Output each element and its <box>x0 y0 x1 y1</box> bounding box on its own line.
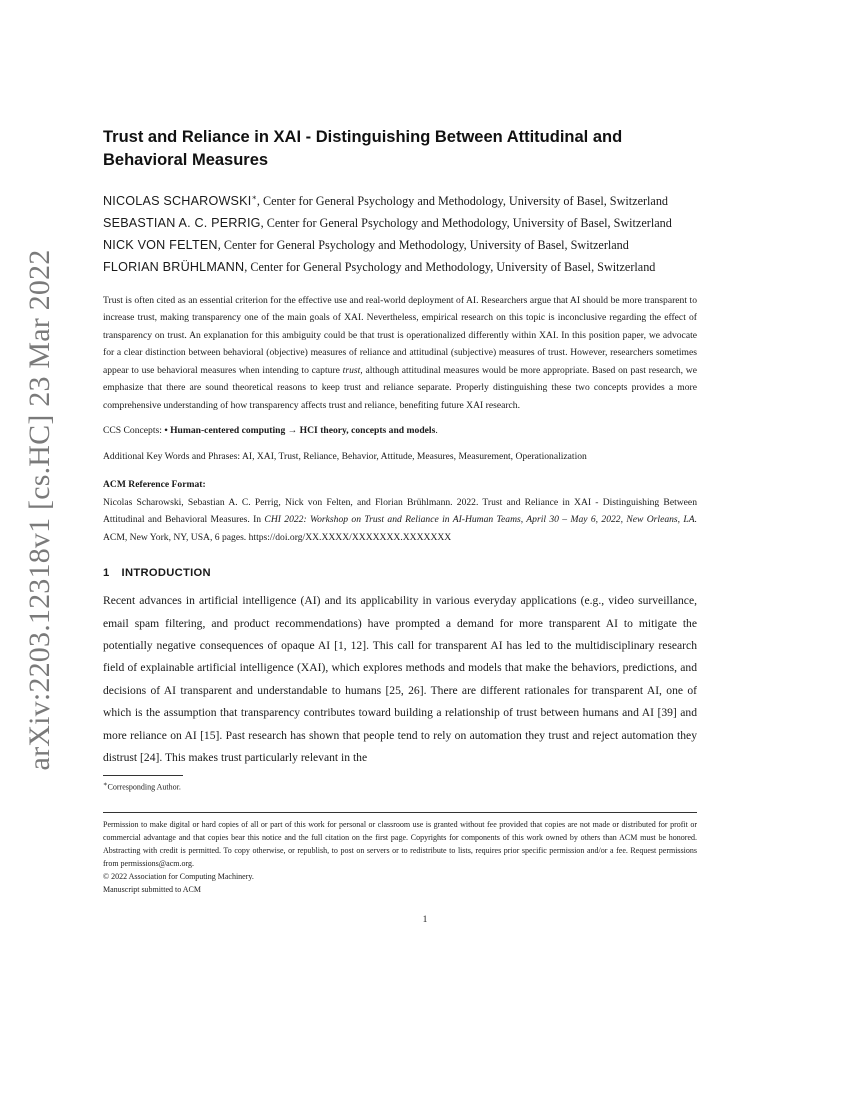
section-number: 1 <box>103 567 110 580</box>
section-title: INTRODUCTION <box>121 567 211 580</box>
permission-notice: Permission to make digital or hard copies of all or part of this work for personal or classroom use is granted without fee provided that copies are not made or distributed for profit or commercial advantage and that copies bear this notice and the full citation on the first page. Copyrights for components of this work owned by others than ACM must be honored. Abstracting with credit is permitted. To copy otherwise, or republish, to post on servers or to redistribute to lists, requires prior specific permission and/or a fee. Request permissions from permissions@acm.org. <box>103 820 697 869</box>
page-content <box>103 126 697 896</box>
footnote-text: Corresponding Author. <box>107 783 181 793</box>
author-affiliation: , Center for General Psychology and Methodology, University of Basel, Switzerland <box>260 216 672 231</box>
author-line <box>103 256 697 278</box>
author-line <box>103 212 697 234</box>
introduction-paragraph: Recent advances in artificial intelligence (AI) and its applicability in various everyday applications (e.g., video surveillance, email spam filtering, and product recommendations) have prompted a demand for more transparent AI to mitigate the potentially negative consequences of opaque AI [1, 12]. This call for transparent AI has led to the multidisciplinary research field of explainable artificial intelligence (XAI), which explores methods and models that make the behaviors, predictions, and decisions of AI transparent and understandable to humans [25, 26]. There are different rationales for transparent AI, one of which is the assumption that transparency contributes toward building a relationship of trust between humans and AI [39] and more reliance on AI [15]. Past research has shown that people tend to rely on automation they trust and reject automation they distrust [24]. This makes trust particularly relevant in the <box>103 594 697 764</box>
ccs-value: • Human-centered computing → HCI theory, concepts and models <box>164 424 436 436</box>
page-number: 1 <box>422 915 428 925</box>
author-name: NICK VON FELTEN <box>103 238 218 253</box>
manuscript-notice: Manuscript submitted to ACM <box>103 885 201 895</box>
abstract-emphasis: trust <box>342 364 361 376</box>
abstract <box>103 292 697 414</box>
author-list <box>103 187 697 278</box>
arxiv-stamp <box>22 249 58 771</box>
keywords: Additional Key Words and Phrases: AI, XAI, Trust, Reliance, Behavior, Attitude, Measures, Measurement, Operationalization <box>103 450 587 462</box>
author-name: NICOLAS SCHAROWSKI <box>103 194 252 209</box>
abstract-text: Trust is often cited as an essential criterion for the effective use and real-world deployment of AI. Researchers argue that AI should be more transparent to increase trust, making transparency one of the main goals of XAI. Nevertheless, empirical research on this topic is inconclusive regarding the effect of transparency on trust. An explanation for this ambiguity could be that trust is operationalized differently within XAI. In this position paper, we advocate for a clear distinction between behavioral (objective) measures of reliance and attitudinal (subjective) measures of trust. However, researchers sometimes appear to use behavioral measures when intending to capture <box>103 295 697 376</box>
ccs-concepts <box>103 424 697 438</box>
author-name: SEBASTIAN A. C. PERRIG <box>103 216 261 231</box>
author-affiliation: , Center for General Psychology and Methodology, University of Basel, Switzerland <box>244 260 656 275</box>
author-affiliation: , Center for General Psychology and Methodology, University of Basel, Switzerland <box>256 194 669 209</box>
footnote-mark: ∗ <box>103 781 108 789</box>
footnote <box>103 779 697 794</box>
permission-divider <box>103 812 697 813</box>
paper-title: Trust and Reliance in XAI - Distinguishing Between Attitudinal and Behavioral Measures <box>103 128 623 169</box>
author-name: FLORIAN BRÜHLMANN <box>103 260 245 275</box>
ccs-end: . <box>435 424 438 436</box>
corresponding-mark: ∗ <box>251 193 257 202</box>
section-heading <box>103 565 697 581</box>
ccs-label: CCS Concepts: <box>103 424 165 436</box>
abstract-text: , although attitudinal measures would be more appropriate. Based on past research, we emphasize that there are sound theoretical reasons to keep trust and reliance separate. Properly distinguishing these two concepts provides a more comprehensive understanding of how transparency affects trust and reliance, benefiting future XAI research. <box>103 364 697 411</box>
author-line <box>103 187 697 212</box>
author-line <box>103 234 697 256</box>
acm-reference-heading: ACM Reference Format: <box>103 478 206 490</box>
reference-text: ACM, New York, NY, USA, 6 pages. https://doi.org/XX.XXXX/XXXXXXX.XXXXXXX <box>103 531 452 543</box>
copyright-notice: © 2022 Association for Computing Machinery. <box>103 872 254 882</box>
reference-venue: CHI 2022: Workshop on Trust and Reliance in AI-Human Teams, April 30 – May 6, 2022, New Orleans, LA. <box>264 514 697 526</box>
author-affiliation: , Center for General Psychology and Methodology, University of Basel, Switzerland <box>217 238 629 253</box>
acm-reference <box>103 494 697 546</box>
reference-text: Nicolas Scharowski, Sebastian A. C. Perrig, Nick von Felten, and Florian Brühlmann. 2022. Trust and Reliance in XAI - Distinguishing Between Attitudinal and Behavioral Measures. In <box>103 496 697 526</box>
arxiv-stamp-text: arXiv:2203.12318v1 [cs.HC] 23 Mar 2022 <box>23 249 56 771</box>
footnote-divider <box>103 775 183 776</box>
